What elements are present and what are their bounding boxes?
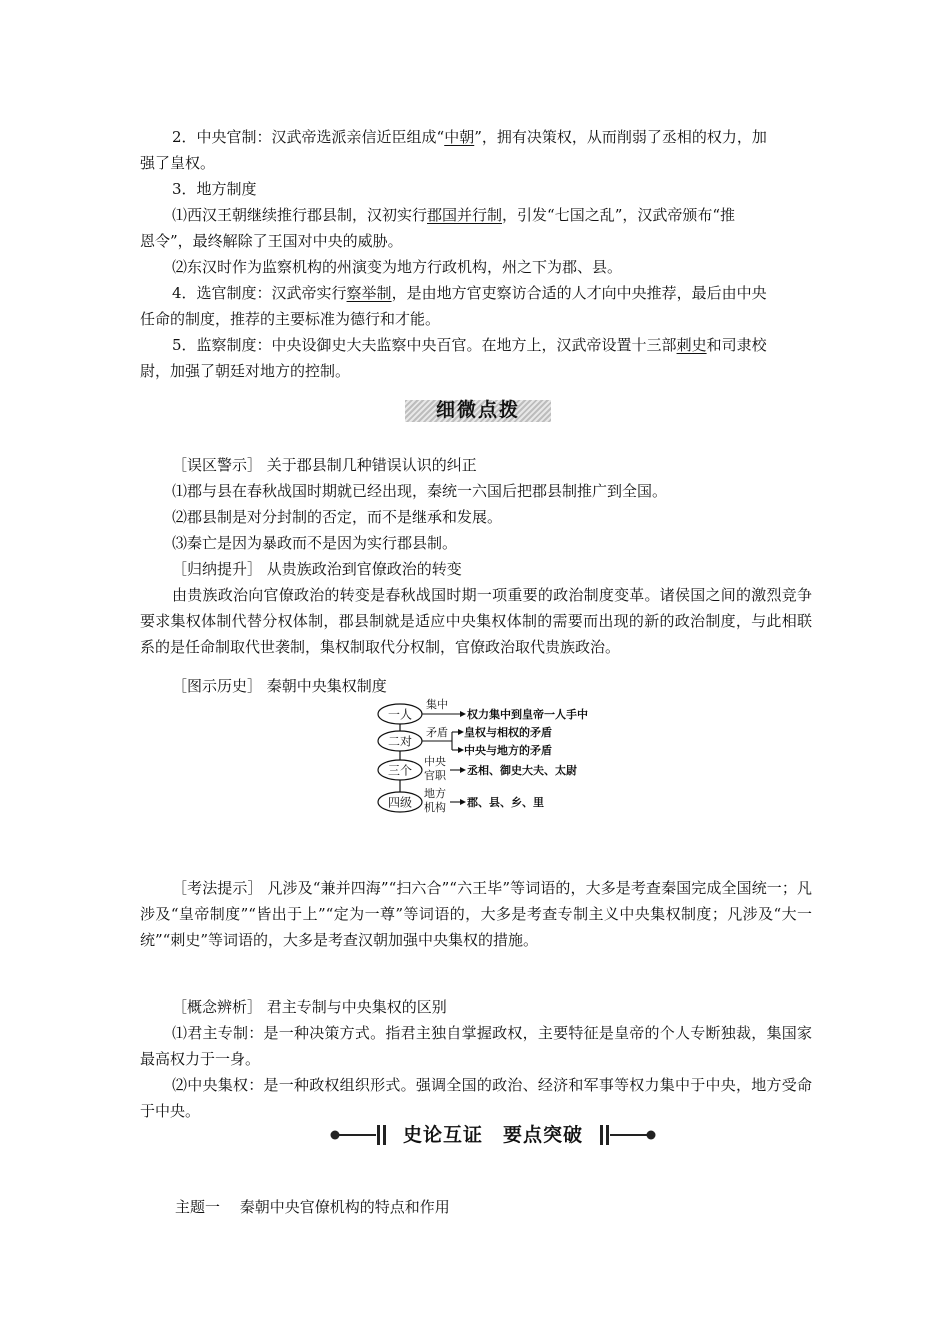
- concept-item-1: ⑴君主专制：是一种决策方式。指君主独自掌握政权，主要特征是皇帝的个人专断独裁，集国家最高权力于一身。: [140, 1024, 812, 1068]
- node-one-person: [378, 704, 422, 724]
- central-official-system-paragraph: 2．中央官制：汉武帝选派亲信近臣组成“中朝”，拥有决策权，从而削弱了丞相的权力，加 强了皇权。: [140, 128, 767, 172]
- topic-heading: 主题一 秦朝中央官僚机构的特点和作用: [175, 1198, 450, 1216]
- result-central-vs-local: 中央与地方的矛盾: [464, 744, 552, 757]
- summary-paragraph: 由贵族政治向官僚政治的转变是春秋战国时期一项重要的政治制度变革。诸侯国之间的激烈竞争要求集权体制代替分权体制，郡县制就是适应中央集权体制的需要而出现的新的政治制度，与此相联系的是任命制取代世袭制，集权制取代分权制，官僚政治取代贵族政治。: [140, 586, 812, 656]
- result-emperor-vs-chancellor: 皇权与相权的矛盾: [464, 726, 552, 739]
- section-banner-key-points: [330, 1120, 656, 1150]
- svg-text:二对: 二对: [387, 734, 413, 749]
- label-concentrate: 集中: [426, 698, 448, 711]
- local-system-heading: 3．地方制度: [172, 180, 257, 198]
- concept-heading: ［概念辨析］ 君主专制与中央集权的区别: [172, 998, 447, 1016]
- chaju-term: 察举制: [346, 284, 392, 302]
- label-contradiction: 矛盾: [426, 726, 448, 739]
- junguo-term: 郡国并行制: [427, 206, 503, 224]
- node-four-levels: [378, 792, 422, 812]
- misconception-item-3: ⑶秦亡是因为暴政而不是因为实行郡县制。: [172, 534, 458, 552]
- exam-tip-paragraph: ［考法提示］ 凡涉及“兼并四海”“扫六合”“六王毕”等词语的，大多是考查秦国完成全国统一；凡涉及“皇帝制度”“皆出于上”“定为一尊”等词语的，大多是考查专制主义中央集权制度；凡涉及“大一统”“刺史”等词语的，大多是考查汉朝加强中央集权的措施。: [140, 879, 812, 949]
- result-four-levels: 郡、县、乡、里: [467, 796, 544, 809]
- zhongchao-term: 中朝: [444, 128, 475, 146]
- misconception-item-1: ⑴郡与县在春秋战国时期就已经出现，秦统一六国后把郡县制推广到全国。: [172, 482, 668, 500]
- node-two-pairs: [378, 731, 422, 751]
- result-three-dukes: 丞相、御史大夫、太尉: [467, 764, 577, 777]
- label-local: 地方: [424, 787, 446, 800]
- summary-heading: ［归纳提升］ 从贵族政治到官僚政治的转变: [172, 560, 462, 578]
- selection-system-paragraph: 4．选官制度：汉武帝实行察举制，是由地方官吏察访合适的人才向中央推荐，最后由中央 任命的制度，推荐的主要标准为德行和才能。: [140, 284, 767, 328]
- label-central: 中央: [424, 755, 446, 768]
- label-officials: 官职: [424, 769, 446, 782]
- svg-text:四级: 四级: [387, 795, 413, 810]
- misconception-item-2: ⑵郡县制是对分封制的否定，而不是继承和发展。: [172, 508, 503, 526]
- misconception-heading: ［误区警示］ 关于郡县制几种错误认识的纠正: [172, 456, 477, 474]
- result-power-to-emperor: 权力集中到皇帝一人手中: [467, 708, 588, 721]
- section-banner-details: [405, 396, 551, 424]
- banner-title: 细微点拨: [435, 399, 520, 421]
- local-system-item-1: ⑴西汉王朝继续推行郡县制，汉初实行郡国并行制，引发“七国之乱”，汉武帝颁布“推 恩令”，最终解除了王国对中央的威胁。: [140, 206, 736, 250]
- node-three-officials: [378, 760, 422, 780]
- concept-item-2: ⑵中央集权：是一种政权组织形式。强调全国的政治、经济和军事等权力集中于中央，地方受命于中央。: [140, 1076, 812, 1120]
- local-system-item-2: ⑵东汉时作为监察机构的州演变为地方行政机构，州之下为郡、县。: [172, 258, 623, 276]
- diagram-heading: ［图示历史］ 秦朝中央集权制度: [172, 677, 387, 695]
- banner-title: 史论互证 要点突破: [402, 1124, 583, 1146]
- label-institutions: 机构: [424, 801, 446, 814]
- supervision-system-paragraph: 5．监察制度：中央设御史大夫监察中央百官。在地方上，汉武帝设置十三部刺史和司隶校 尉，加强了朝廷对地方的控制。: [140, 336, 767, 380]
- svg-text:一人: 一人: [387, 707, 413, 722]
- cishi-term: 刺史: [676, 336, 707, 354]
- centralization-diagram: [374, 698, 634, 823]
- svg-text:三个: 三个: [387, 763, 413, 778]
